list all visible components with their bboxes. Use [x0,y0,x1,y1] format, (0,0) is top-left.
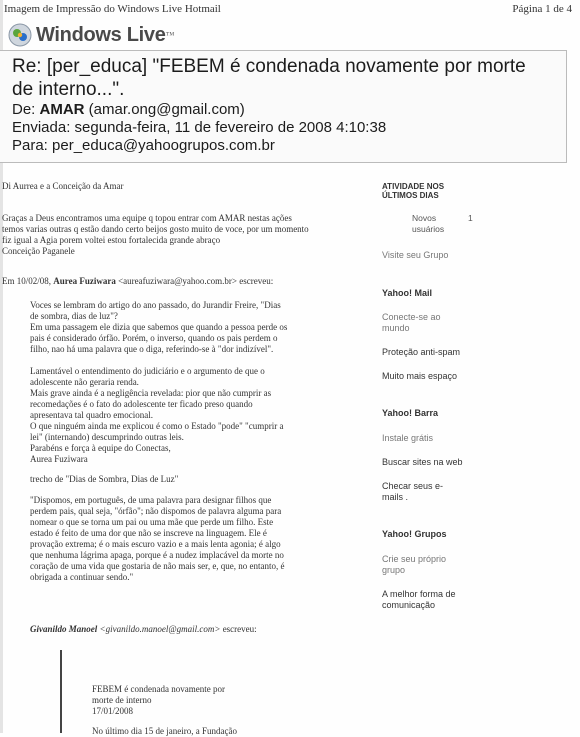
quote-excerpt-title: trecho de "Dias de Sombra, Dias de Luz" [30,474,179,484]
q2-line: recomedações é o fato do adolescente ter ficado preso quando [30,399,253,409]
from-name: AMAR [39,101,85,118]
check-mail-line: mails . [382,492,409,502]
reply-suffix: escreveu: [236,276,274,286]
connect-line: Conecte-se ao [382,312,441,322]
reply-email: <aureafuziwara@yahoo.com.br> [115,276,237,286]
new-users-label-line: Novos [412,213,437,223]
more-space-link[interactable]: Muito mais espaço [382,371,458,381]
sent-row [12,119,386,136]
q4-line: estado é feito de uma dor que não se inscreve na linguagem. Ele é [30,528,267,538]
p1-line: Graças a Deus encontramos uma equipe q topou entrar com AMAR nestas ações [2,213,292,223]
q2-line: Lamentável o entendimento do judiciário e o argumento de que o [30,366,265,376]
print-title: Imagem de Impressão do Windows Live Hotmail [4,3,221,15]
q4-line: "Dispomos, em português, de uma palavra para designar filhos que [30,495,272,505]
reply-header-2 [30,624,257,635]
yahoo-bar-heading[interactable]: Yahoo! Barra [382,408,439,418]
q4-line: obrigada a continuar sendo." [30,572,134,582]
q2-line: Mais grave ainda é a negligência revelada: pior que não cumprir as [30,388,272,398]
to-row [12,137,275,154]
q1-line: pais é considerado órfão. Porém, o inverso, quando os pais perdem o [30,333,278,343]
activity-title-line: ATIVIDADE NOS [382,182,445,191]
quote-block-2 [30,366,283,465]
paragraph-1 [2,213,309,257]
activity-title [382,182,444,200]
q2-line: O que ninguém ainda me explicou é como o Estado "pode" "cumprir a [30,421,284,431]
q5-line: FEBEM é condenada novamente por [92,684,225,694]
reply-prefix: Em 10/02/08, [2,276,54,286]
new-users-label [412,213,444,235]
search-sites-link[interactable]: Buscar sites na web [382,457,463,467]
q4-line: que nenhuma lágrima apaga, porque é a nudez implacável da morte no [30,550,284,560]
message-header [0,50,567,163]
q2-line: Parabéns e força à equipe do Conectas, [30,443,171,453]
windows-live-icon [8,23,32,47]
from-email: (amar.ong@gmail.com) [84,101,245,118]
new-users-label-line: usuários [412,224,445,234]
quote-line-6: No último dia 15 de janeiro, a Fundação [92,726,237,736]
q4-line: coração de uma vida que gostaria de não mais ser, e, que, no entanto, é [30,561,285,571]
brand-name: Windows Live [36,23,166,46]
reply2-email: <givanildo.manoel@gmail.com> [97,624,221,634]
new-users-stat [404,211,476,235]
q5-line: 17/01/2008 [92,706,134,716]
best-way-link[interactable] [382,589,456,611]
q1-line: filho, nao há uma palavra que o diga, referindo-se à "dor indizível". [30,344,274,354]
install-free-link[interactable]: Instale grátis [382,433,434,443]
q1-line: Em uma passagem ele dizia que sabemos que quando a pessoa perde os [30,322,288,332]
create-group-link[interactable] [382,554,446,576]
new-users-count: 1 [468,213,473,223]
yahoo-groups-heading[interactable]: Yahoo! Grupos [382,529,447,539]
q2-line: apresentava tal quadro emocional. [30,410,153,420]
reply-name: Aurea Fuziwara [53,276,116,286]
q4-line: nomear o que se torna um pai ou uma mãe que perde um filho. Este [30,517,274,527]
p1-line: fiz igual a Agia porem voltei estou fortalecida grande abraço [2,235,221,245]
connect-line: mundo [382,323,410,333]
greeting: Di Aurrea e a Conceição da Amar [2,181,124,191]
quote-bar [60,650,62,733]
yahoo-mail-heading[interactable]: Yahoo! Mail [382,288,433,298]
best-way-line: comunicação [382,600,436,610]
create-group-line: grupo [382,565,406,575]
q1-line: de sombra, dias de luz"? [30,311,118,321]
reply2-name: Givanildo Manoel [30,624,98,634]
quote-block-4 [30,495,285,583]
to-value: per_educa@yahoogrupos.com.br [52,137,275,154]
q2-line: Aurea Fuziwara [30,454,88,464]
print-header [0,0,580,20]
antispam-link[interactable]: Proteção anti-spam [382,347,461,357]
message-subject [12,55,560,101]
reply2-suffix: escreveu: [220,624,257,634]
subject-line-1: Re: [per_educa] "FEBEM é condenada novamente por morte [12,56,526,77]
q4-line: perdem pais, qual seja, "órfão"; não dispomos de palavra alguma para [30,506,282,516]
from-label: De: [12,101,40,118]
check-mail-link[interactable] [382,481,443,503]
q5-line: morte de interno [92,695,152,705]
subject-line-2: de interno...". [12,79,125,100]
brand-trademark: ™ [165,30,175,40]
windows-live-logo [8,20,174,50]
check-mail-line: Checar seus e- [382,481,444,491]
quote-block-5 [92,684,225,717]
create-group-line: Crie seu próprio [382,554,447,564]
sent-value: segunda-feira, 11 de fevereiro de 2008 4:10:38 [74,119,387,136]
quote-block-1 [30,300,287,355]
sent-label: Enviada: [12,119,75,136]
p1-line: temos varias outras q estão dando certo beijos gosto muito de voce, por um momento [2,224,309,234]
q2-line: lei" (internando) descumprindo outras leis. [30,432,184,442]
to-label: Para: [12,137,53,154]
q4-line: provação extrema; é o mais escuro vazio e a mais lenta agonia; é algo [30,539,281,549]
q1-line: Voces se lembram do artigo do ano passado, do Jurandir Freire, "Dias [30,300,281,310]
connect-link[interactable] [382,312,441,334]
best-way-line: A melhor forma de [382,589,456,599]
from-row [12,101,245,118]
activity-title-line: ÚLTIMOS DIAS [382,191,439,200]
visit-group-link[interactable]: Visite seu Grupo [382,250,449,260]
reply-header-1 [2,276,273,287]
q2-line: adolescente não geraria renda. [30,377,139,387]
page-number: Página 1 de 4 [512,3,572,15]
p1-line: Conceição Paganele [2,246,75,256]
